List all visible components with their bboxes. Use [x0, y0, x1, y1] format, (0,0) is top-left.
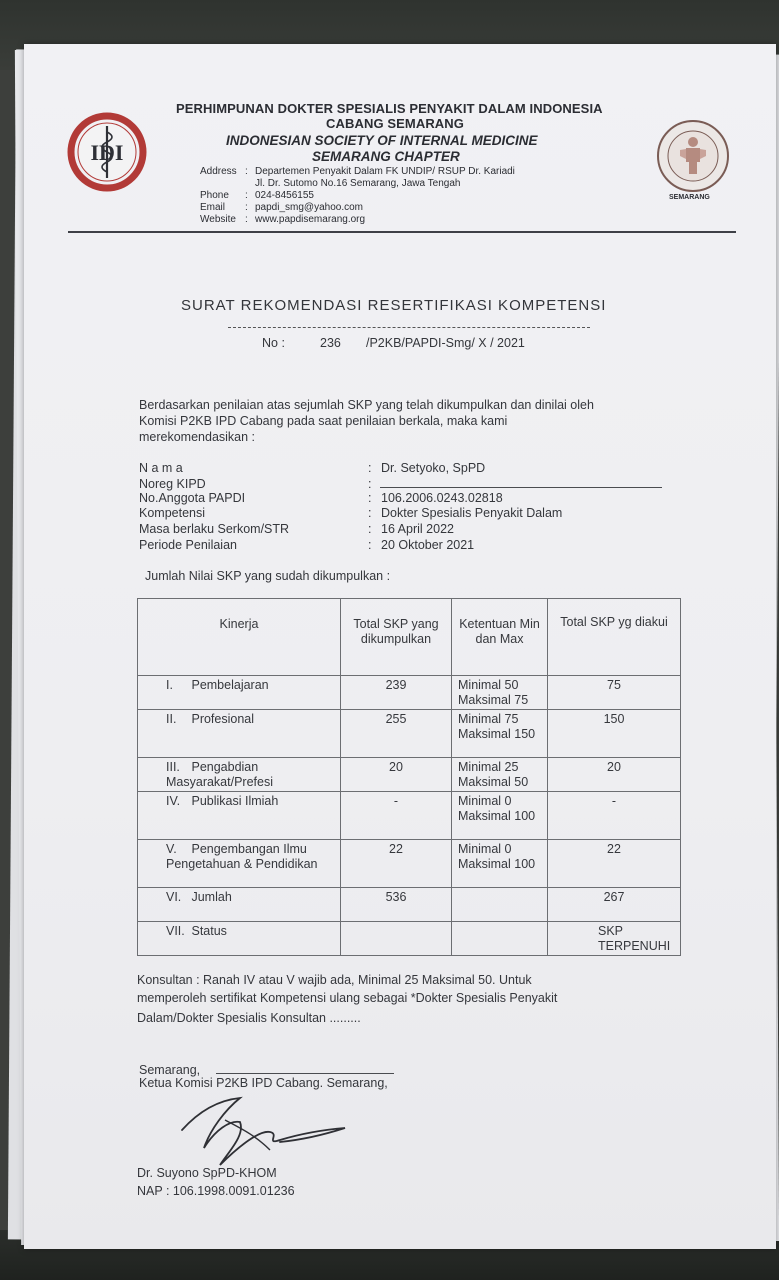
note-line: memperoleh sertifikat Kompetensi ulang sebagai *Dokter Spesialis Penyakit — [137, 991, 558, 1005]
row-ketentuan: Minimal 75 Maksimal 150 — [452, 710, 548, 758]
field-value-kompetensi: Dokter Spesialis Penyakit Dalam — [381, 506, 563, 520]
row-ketentuan — [452, 922, 548, 956]
row-total: 22 — [341, 840, 452, 888]
intro-line: Berdasarkan penilaian atas sejumlah SKP yang telah dikumpulkan dan dinilai oleh — [139, 398, 594, 412]
field-label-masa-berlaku: Masa berlaku Serkom/STR — [139, 522, 290, 536]
address-line2: Jl. Dr. Sutomo No.16 Semarang, Jawa Tengah — [255, 178, 461, 189]
signature-role: Ketua Komisi P2KB IPD Cabang. Semarang, — [139, 1076, 388, 1090]
header-kinerja: Kinerja — [138, 599, 341, 676]
row-number: II. — [166, 712, 177, 726]
field-value-masa-berlaku: 16 April 2022 — [381, 522, 454, 536]
letterhead-divider — [68, 231, 736, 233]
letter-number-suffix: /P2KB/PAPDI-Smg/ X / 2021 — [366, 336, 525, 350]
note-line: Dalam/Dokter Spesialis Konsultan ......... — [137, 1011, 361, 1025]
website-label: Website — [200, 214, 236, 225]
idi-logo-text: IDI — [90, 140, 124, 165]
row-number: I. — [166, 678, 173, 692]
row-kinerja: Publikasi Ilmiah — [191, 794, 279, 808]
row-kinerja: Pengabdian Masyarakat/Prefesi — [166, 760, 273, 789]
letter-number-value: 236 — [320, 336, 341, 350]
phone-label: Phone — [200, 190, 229, 201]
table-row — [138, 792, 681, 840]
row-number: IV. — [166, 794, 181, 808]
row-total: 239 — [341, 676, 452, 710]
skp-table — [137, 598, 681, 956]
field-value-periode: 20 Oktober 2021 — [381, 538, 475, 552]
date-blank-line — [216, 1073, 394, 1074]
signatory-nap: NAP : 106.1998.0091.01236 — [137, 1184, 295, 1198]
signatory-name: Dr. Suyono SpPD-KHOM — [137, 1166, 277, 1180]
row-kinerja: Jumlah — [191, 890, 232, 904]
table-row — [138, 922, 681, 956]
header-diakui: Total SKP yg diakui — [548, 599, 681, 676]
header-ketentuan: Ketentuan Min dan Max — [452, 599, 548, 676]
row-diakui: 150 — [548, 710, 681, 758]
row-diakui: 20 — [548, 758, 681, 792]
row-status: SKP TERPENUHI — [548, 922, 681, 956]
address-label: Address — [200, 166, 237, 177]
field-label-anggota: No.Anggota PAPDI — [139, 491, 246, 505]
row-ketentuan: Minimal 0 Maksimal 100 — [452, 840, 548, 888]
email-value: papdi_smg@yahoo.com — [255, 202, 363, 213]
table-row — [138, 710, 681, 758]
org-name-en-line2: SEMARANG CHAPTER — [312, 149, 460, 164]
skp-heading: Jumlah Nilai SKP yang sudah dikumpulkan : — [145, 569, 391, 583]
row-number: III. — [166, 760, 180, 774]
table-row — [138, 676, 681, 710]
table-header-row — [138, 599, 681, 676]
idi-logo-icon — [67, 112, 147, 192]
row-number: V. — [166, 842, 177, 856]
row-kinerja: Profesional — [191, 712, 255, 726]
row-diakui: 267 — [548, 888, 681, 922]
row-total: 536 — [341, 888, 452, 922]
row-ketentuan: Minimal 25 Maksimal 50 — [452, 758, 548, 792]
noreg-blank-line — [380, 487, 662, 488]
row-diakui: 75 — [548, 676, 681, 710]
row-total: 20 — [341, 758, 452, 792]
row-total — [341, 922, 452, 956]
intro-line: Komisi P2KB IPD Cabang pada saat penilaian berkala, maka kami — [139, 414, 508, 428]
address-line1: Departemen Penyakit Dalam FK UNDIP/ RSUP Dr. Kariadi — [255, 166, 515, 177]
row-kinerja: Pembelajaran — [191, 678, 269, 692]
seal-caption: SEMARANG — [669, 194, 710, 201]
row-number: VI. — [166, 890, 182, 904]
header-total-skp: Total SKP yang dikumpulkan — [341, 599, 452, 676]
field-value-anggota: 106.2006.0243.02818 — [381, 491, 503, 505]
field-label-kompetensi: Kompetensi — [139, 506, 206, 520]
table-row — [138, 758, 681, 792]
signature-place: Semarang, — [139, 1063, 201, 1077]
field-label-nama: N a m a — [139, 461, 183, 475]
row-ketentuan: Minimal 50 Maksimal 75 — [452, 676, 548, 710]
row-total: - — [341, 792, 452, 840]
row-total: 255 — [341, 710, 452, 758]
phone-value: 024-8456155 — [255, 190, 314, 201]
row-diakui: 22 — [548, 840, 681, 888]
letter-number-label: No : — [262, 336, 285, 350]
row-kinerja: Status — [191, 924, 227, 938]
papdi-seal-icon — [655, 118, 731, 194]
intro-line: merekomendasikan : — [139, 430, 256, 444]
note-line: Konsultan : Ranah IV atau V wajib ada, Minimal 25 Maksimal 50. Untuk — [137, 973, 532, 987]
title-underline — [228, 327, 590, 329]
table-row — [138, 840, 681, 888]
row-ketentuan: Minimal 0 Maksimal 100 — [452, 792, 548, 840]
row-number: VII. — [166, 924, 185, 938]
field-label-periode: Periode Penilaian — [139, 538, 237, 552]
field-value-nama: Dr. Setyoko, SpPD — [381, 461, 486, 475]
email-label: Email — [200, 202, 226, 213]
website-value: www.papdisemarang.org — [255, 214, 366, 225]
row-kinerja: Pengembangan Ilmu Pengetahuan & Pendidikan — [166, 842, 318, 871]
row-ketentuan — [452, 888, 548, 922]
org-name-en-line1: INDONESIAN SOCIETY OF INTERNAL MEDICINE — [226, 133, 538, 148]
field-label-noreg: Noreg KIPD — [139, 477, 206, 491]
row-diakui: - — [548, 792, 681, 840]
org-name-line2: CABANG SEMARANG — [326, 116, 464, 131]
letter-title: SURAT REKOMENDASI RESERTIFIKASI KOMPETENSI — [181, 297, 607, 314]
org-name-line1: PERHIMPUNAN DOKTER SPESIALIS PENYAKIT DALAM INDONESIA — [176, 101, 603, 116]
table-row — [138, 888, 681, 922]
